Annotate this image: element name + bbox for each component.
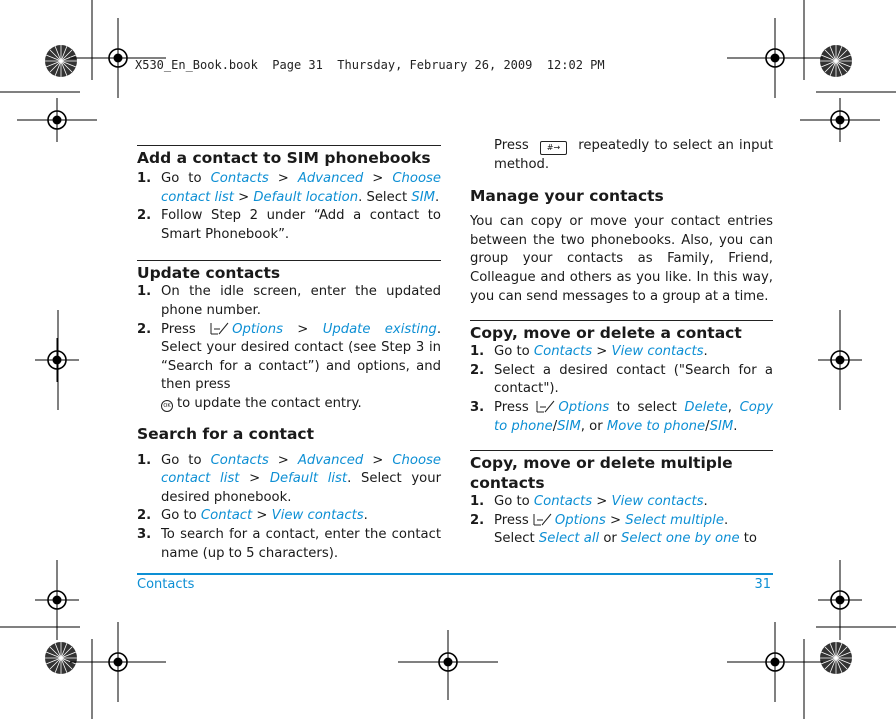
left-softkey-icon [210,322,230,335]
list-item: 2. Follow Step 2 under “Add a contact to Smart Phonebook”. [137,208,441,242]
list-item: 3. Press Options to select Delete, Copy to phone/SIM, or Move to phone/SIM. [470,399,774,434]
menu-link-view-contacts[interactable]: View contacts [611,494,704,510]
heading-add-sim: Add a contact to SIM phonebooks [137,149,431,167]
heading-search-contact: Search for a contact [137,424,315,443]
list-item: Select Select all or Select one by one to [494,531,757,547]
hash-key-icon: #→ [540,141,567,155]
menu-link-sim[interactable]: SIM [557,418,581,434]
heading-copy-move-delete-multiple: Copy, move or delete multiple contacts [470,454,733,493]
menu-link-options[interactable]: Options [232,321,283,337]
menu-link-default-location[interactable]: Default location [253,189,359,205]
menu-link-delete[interactable]: Delete [684,399,728,415]
left-softkey-icon [536,400,556,413]
menu-link-select-all[interactable]: Select all [538,531,600,547]
page-footer [137,573,773,592]
list-item: 1. Go to Contacts > View contacts. [470,493,773,512]
list-item: 3. To search for a contact, enter the contact name (up to 5 characters). [137,526,441,561]
list-item: Press #→ repeatedly to select an input method. [494,138,773,172]
step-number: 1. [470,344,485,360]
step-number: 1. [137,171,152,186]
section-rule [470,320,773,321]
right-column [470,137,773,549]
manage-paragraph: You can copy or move your contact entries between the two phonebooks. Also, you can group your contacts as Family, Friend, Colleague and others as you like. In this way, you can send messages to a group at a time. [470,214,773,304]
list-item: 1. Go to Contacts > Advanced > Choose contact list > Default location. Select SIM. [137,171,441,205]
menu-link-advanced[interactable]: Advanced [297,171,364,186]
footer-section-title: Contacts [137,577,195,592]
menu-link-select-multiple[interactable]: Select multiple [625,512,724,528]
menu-link-sim[interactable]: SIM [411,189,435,205]
section-rule [137,260,441,261]
menu-link-choose-contact-list[interactable]: Choose contact list [161,452,441,487]
ok-key-icon: OK [161,400,173,412]
menu-link-contact[interactable]: Contact [200,508,253,524]
page-number: 31 [754,577,771,592]
menu-link-contacts[interactable]: Contacts [210,171,269,186]
heading-manage-contacts: Manage your contacts [470,187,664,206]
menu-link-contacts[interactable]: Contacts [533,494,593,510]
list-item: 1. Go to Contacts > View contacts. [470,343,773,362]
menu-link-options[interactable]: Options [558,399,610,415]
step-number: 2. [470,362,485,378]
menu-link-default-list[interactable]: Default list [269,471,348,487]
list-item: 2. Select a desired contact ("Search for a contact"). [470,362,773,397]
section-rule [470,450,773,451]
step-number: 3. [470,399,485,415]
menu-link-copy-to-phone[interactable]: Copy to phone [494,399,774,434]
menu-link-contacts[interactable]: Contacts [210,452,269,468]
heading-update-contacts: Update contacts [137,264,281,283]
menu-link-view-contacts[interactable]: View contacts [611,344,704,360]
menu-link-move-to-phone[interactable]: Move to phone [606,418,706,434]
heading-copy-move-delete: Copy, move or delete a contact [470,324,742,343]
step-number: 2. [137,208,152,224]
list-item: 1. On the idle screen, enter the updated phone number. [137,284,441,318]
menu-link-choose-contact-list[interactable]: Choose contact list [161,171,441,205]
list-item: 2. Press Options > Select multiple. [470,512,773,531]
step-number: 3. [137,526,152,542]
left-column [137,145,441,563]
menu-link-update-existing[interactable]: Update existing [322,321,437,337]
step-number: 1. [470,494,485,510]
list-item: 2. Press Options > Update existing. Select your desired contact (see Step 3 in “Search for a contact”) and options, and then press OK to update the contact entry. [137,321,442,411]
step-number: 1. [137,452,152,468]
step-number: 2. [137,508,152,524]
menu-link-contacts[interactable]: Contacts [533,344,593,360]
step-number: 2. [470,512,485,528]
print-header-stamp: X530_En_Book.book Page 31 Thursday, February 26, 2009 12:02 PM [135,58,605,72]
menu-link-view-contacts[interactable]: View contacts [271,508,364,524]
menu-link-select-one-by-one[interactable]: Select one by one [621,531,740,547]
list-item: 2. Go to Contact > View contacts. [137,507,441,526]
step-number: 2. [137,321,152,337]
menu-link-options[interactable]: Options [554,512,606,528]
step-number: 1. [137,284,152,300]
menu-link-advanced[interactable]: Advanced [297,452,364,468]
section-rule [137,145,441,146]
menu-link-sim[interactable]: SIM [709,418,734,434]
left-softkey-icon [533,513,553,526]
list-item: 1. Go to Contacts > Advanced > Choose contact list > Default list. Select your desired phonebook. [137,452,441,505]
